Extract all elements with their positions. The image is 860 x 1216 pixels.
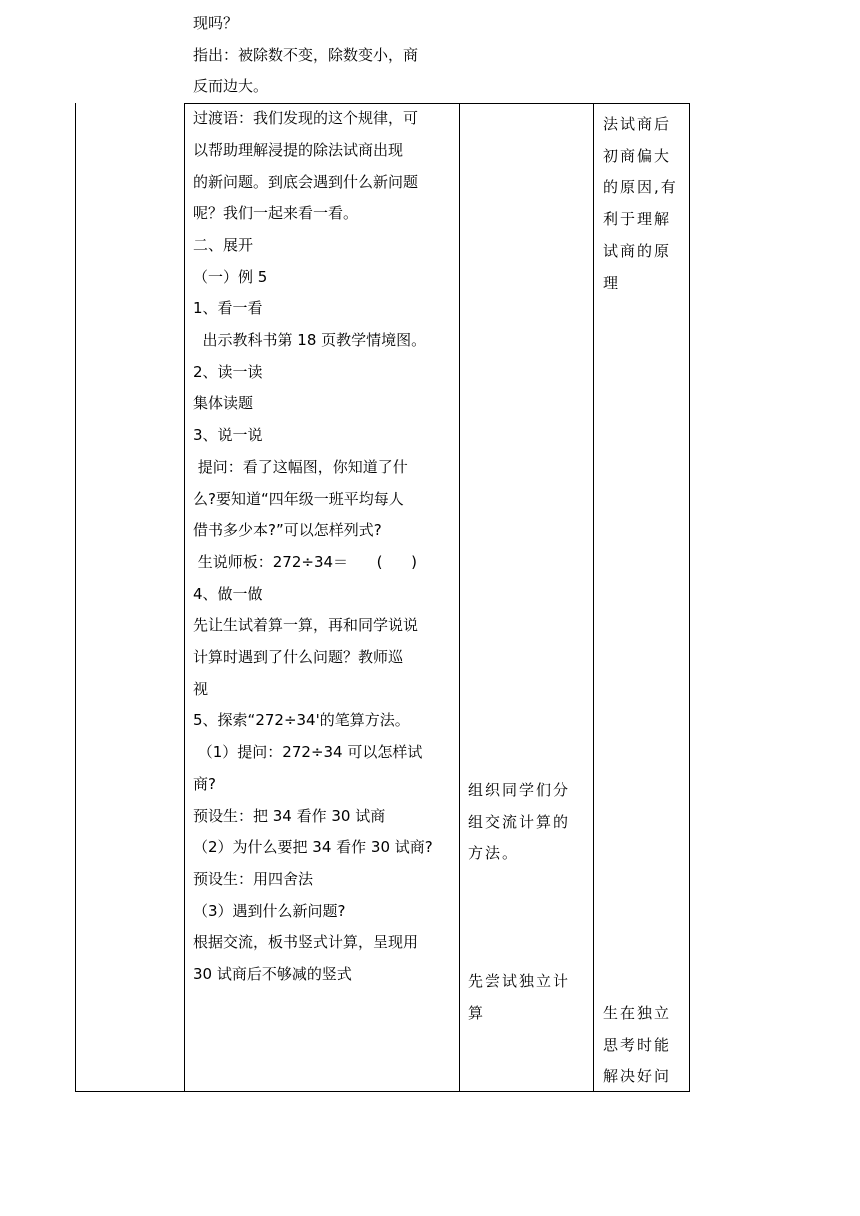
text-line: 视 [193, 679, 209, 698]
design-intent-block-1 [603, 109, 687, 299]
text-line: 生说师板：272÷34＝ ( ) [193, 552, 417, 571]
text-line: 指出：被除数不变，除数变小，商 [193, 45, 419, 64]
table-divider-3 [593, 103, 594, 1092]
text-line: 试商的原 [603, 241, 672, 260]
design-intent-block-2 [603, 998, 687, 1093]
text-line: 提问：看了这幅图，你知道了什 [193, 457, 408, 476]
section-heading: 二、展开 [193, 235, 254, 254]
text-line: 集体读题 [193, 394, 254, 413]
step-heading: 2、读一读 [193, 362, 263, 381]
step-heading: 4、做一做 [193, 584, 263, 603]
text-line: 组织同学们分 [468, 781, 571, 799]
step-heading: 3、说一说 [193, 426, 263, 445]
table-border-right [689, 103, 690, 1092]
subsection-heading: （一）例 5 [193, 267, 268, 286]
table-divider-1 [184, 103, 185, 1092]
text-line: （1）提问：272÷34 可以怎样试 [193, 743, 423, 762]
text-line: 预设生：用四舍法 [193, 869, 314, 888]
student-activity-block-1 [468, 775, 588, 870]
text-line: 现吗？ [193, 14, 239, 32]
step-heading: 5、探索“272÷34'的笔算方法。 [193, 711, 410, 730]
text-line: 解决好问 [603, 1067, 672, 1086]
text-line: 么?要知道“四年级一班平均每人 [193, 489, 404, 508]
text-line: 方法。 [468, 844, 520, 863]
text-line: 以帮助理解浸提的除法试商出现 [193, 140, 404, 159]
text-line: 法试商后 [603, 115, 672, 133]
text-line: 计算时遇到了什么问题？教师巡 [193, 648, 404, 667]
text-line: 借书多少本?”可以怎样列式? [193, 521, 382, 540]
text-line: 预设生：把 34 看作 30 试商 [193, 806, 386, 825]
text-line: 的原因,有 [603, 178, 678, 197]
text-line: 生在独立 [603, 1004, 672, 1022]
text-line: 思考时能 [603, 1035, 672, 1054]
text-line: 反而边大。 [193, 77, 269, 96]
table-divider-2 [459, 103, 460, 1092]
text-line: 利于理解 [603, 210, 672, 229]
text-line: （3）遇到什么新问题? [193, 901, 346, 920]
text-line: 算 [468, 1003, 486, 1022]
text-line: 组交流计算的 [468, 812, 571, 831]
text-line: 根据交流，板书竖式计算，呈现用 [193, 933, 419, 952]
text-line: 过渡语：我们发现的这个规律，可 [193, 109, 419, 128]
text-line: 理 [603, 273, 621, 292]
student-activity-block-2 [468, 966, 588, 1029]
step-heading: 1、看一看 [193, 299, 263, 318]
text-line: 的新问题。到底会遇到什么新问题 [193, 172, 419, 191]
text-line: 先让生试着算一算，再和同学说说 [193, 616, 419, 635]
text-line: （2）为什么要把 34 看作 30 试商? [193, 838, 433, 857]
text-line: 呢？我们一起来看一看。 [193, 204, 359, 223]
table-border-left [75, 103, 76, 1092]
text-line: 商? [193, 774, 216, 793]
text-line: 30 试商后不够减的竖式 [193, 965, 352, 984]
text-line: 初商偏大 [603, 146, 672, 165]
text-line: 先尝试独立计 [468, 972, 571, 990]
table-border-bottom [75, 1091, 690, 1092]
text-line: 出示教科书第 18 页教学情境图。 [193, 331, 427, 350]
teaching-process-column [193, 8, 455, 991]
